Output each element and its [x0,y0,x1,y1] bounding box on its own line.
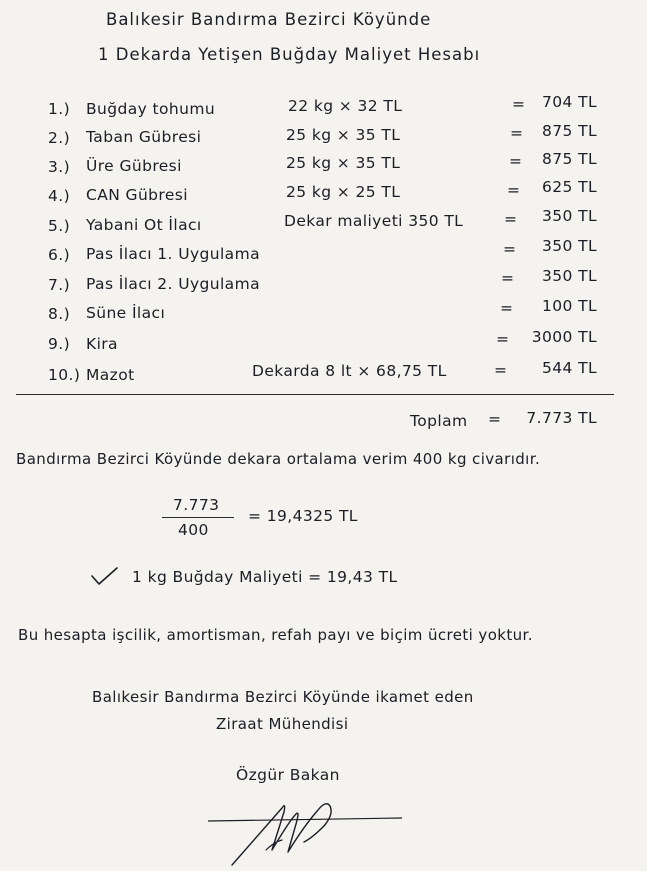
fraction-numerator: 7.773 [173,496,220,514]
title-line-2: 1 Dekarda Yetişen Buğday Maliyet Hesabı [98,45,481,64]
item-amount: 625 TL [541,178,597,196]
item-label: Pas İlacı 2. Uygulama [86,275,260,293]
item-equals: = [503,240,517,258]
item-number: 3.) [48,158,71,176]
item-calc: Dekar maliyeti 350 TL [284,212,464,230]
item-number: 2.) [48,129,71,147]
item-label: CAN Gübresi [86,186,188,204]
item-amount: 350 TL [541,207,597,225]
item-number: 7.) [48,276,71,294]
item-label: Yabani Ot İlacı [86,216,202,234]
disclaimer: Bu hesapta işcilik, amortisman, refah payı ve biçim ücreti yoktur. [18,626,533,644]
item-amount: 875 TL [541,150,597,168]
total-equals: = [488,410,502,428]
item-number: 9.) [48,335,71,353]
fraction-bar [162,517,234,518]
item-calc: 25 kg × 25 TL [286,183,401,201]
item-number: 10.) [48,366,81,384]
item-label: Süne İlacı [86,304,166,322]
item-equals: = [494,361,508,379]
item-amount: 875 TL [541,122,597,140]
item-amount: 350 TL [541,237,597,255]
item-number: 4.) [48,187,71,205]
item-calc: 22 kg × 32 TL [288,97,403,115]
title-line-1: Balıkesir Bandırma Bezirci Köyünde [106,10,432,29]
item-label: Pas İlacı 1. Uygulama [86,245,260,263]
signature-icon [200,780,410,870]
item-amount: 544 TL [541,359,597,377]
item-calc: Dekarda 8 lt × 68,75 TL [252,362,447,380]
item-number: 6.) [48,246,71,264]
item-label: Kira [86,335,118,353]
fraction-denominator: 400 [178,521,209,539]
item-equals: = [496,330,510,348]
item-equals: = [500,299,514,317]
item-equals: = [510,124,524,142]
footer-line-2: Ziraat Mühendisi [216,715,349,733]
total-label: Toplam [410,412,468,430]
fraction-result: = 19,4325 TL [248,507,358,525]
item-amount: 3000 TL [531,328,597,346]
item-number: 8.) [48,305,71,323]
checkmark-icon [90,566,120,586]
item-label: Mazot [86,366,135,384]
item-equals: = [512,95,526,113]
item-number: 1.) [48,100,71,118]
total-amount: 7.773 TL [526,409,597,427]
item-calc: 25 kg × 35 TL [286,154,401,172]
total-divider [16,394,614,395]
item-equals: = [504,210,518,228]
item-equals: = [501,269,515,287]
result-line: 1 kg Buğday Maliyeti = 19,43 TL [132,568,398,586]
item-amount: 350 TL [541,267,597,285]
item-label: Taban Gübresi [86,128,202,146]
item-amount: 100 TL [541,297,597,315]
footer-line-1: Balıkesir Bandırma Bezirci Köyünde ikamet eden [92,688,474,706]
item-label: Buğday tohumu [86,100,216,118]
yield-note: Bandırma Bezirci Köyünde dekara ortalama verim 400 kg civarıdır. [16,450,541,468]
item-calc: 25 kg × 35 TL [286,126,401,144]
signer-name: Özgür Bakan [236,766,340,784]
item-label: Üre Gübresi [86,157,182,175]
item-equals: = [509,152,523,170]
item-equals: = [507,181,521,199]
item-amount: 704 TL [541,93,597,111]
item-number: 5.) [48,217,71,235]
